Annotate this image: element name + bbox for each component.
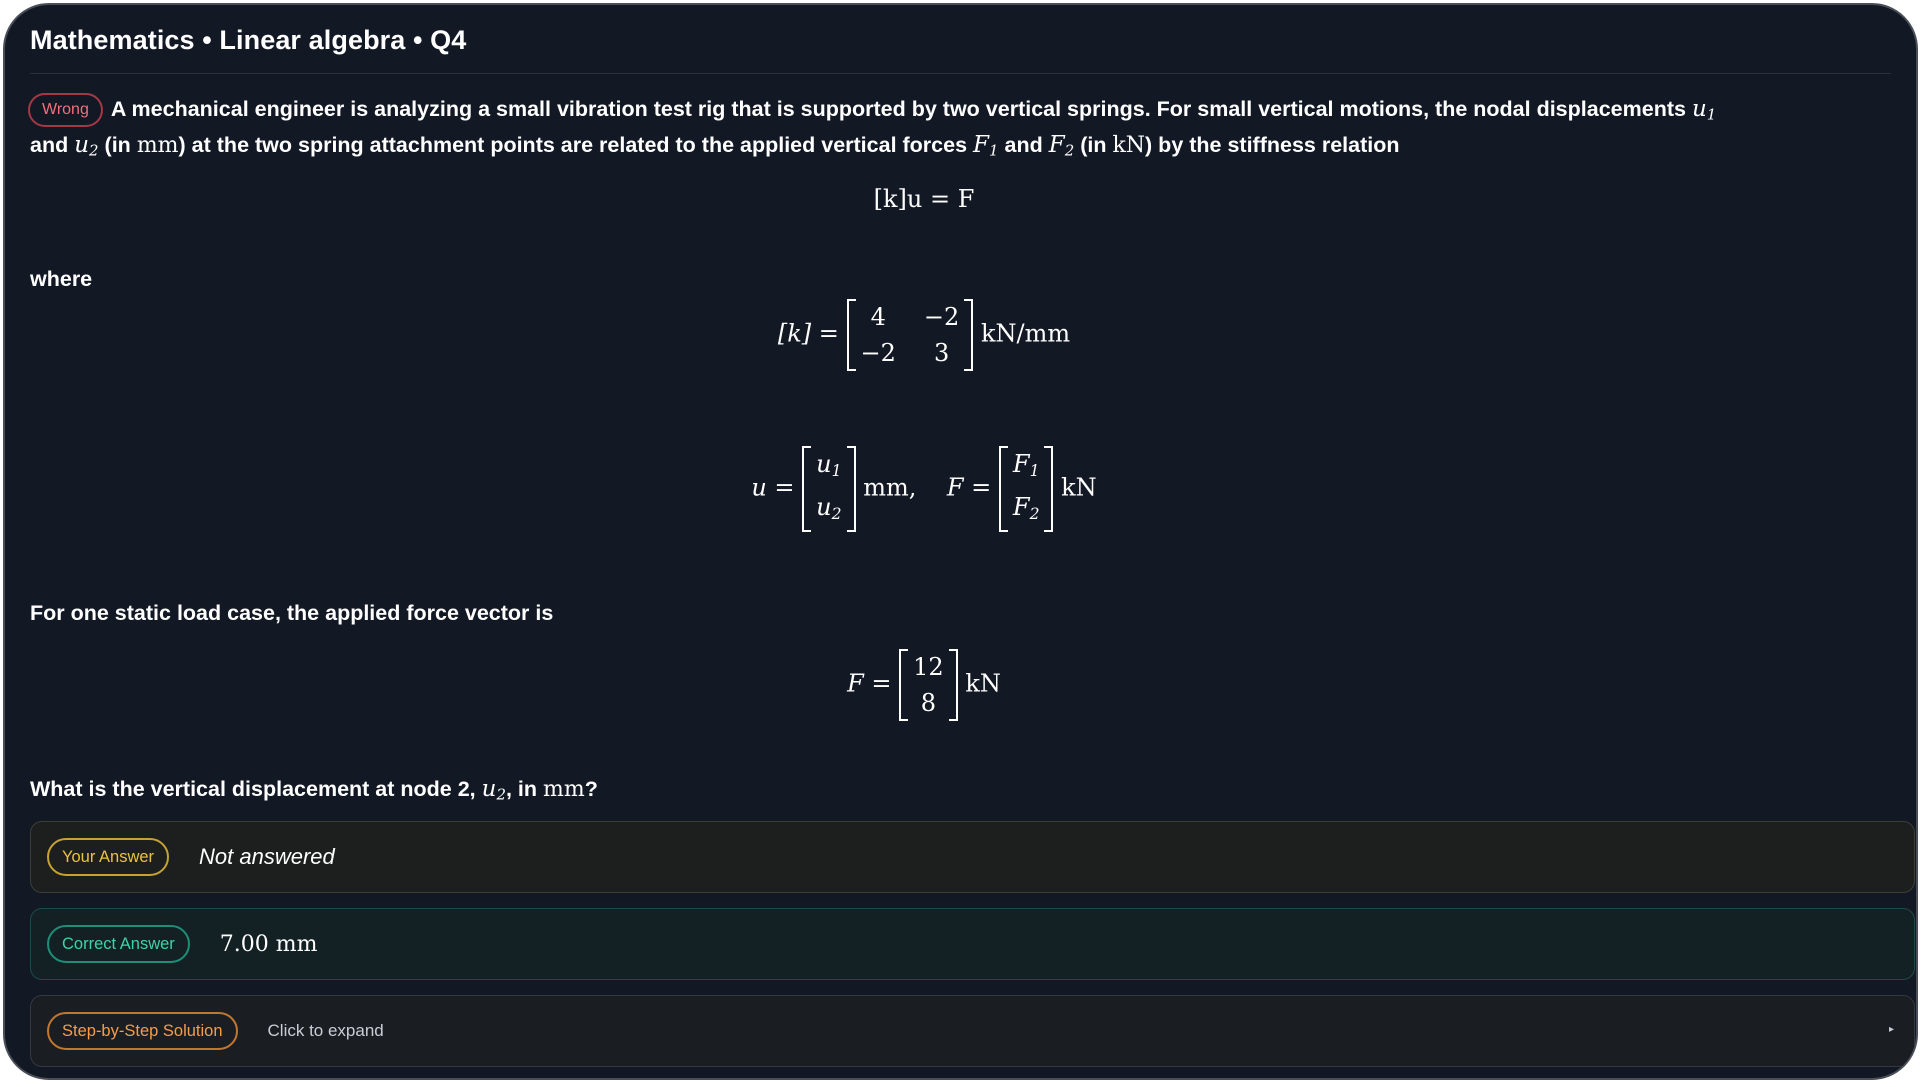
symbol-f2: $F_2$	[1048, 132, 1075, 160]
question-text-line-2: and $u_2$ (in mm) at the two spring attachment points are related to the applied vertical forces $F_1$ and $F_2$ (in kN) by the stiffness relation	[30, 132, 1400, 160]
stiffness-equation: [k]u = F	[873, 185, 975, 213]
your-answer-badge: Your Answer	[47, 838, 169, 876]
title-divider	[30, 73, 1891, 74]
vector-cell: 8	[920, 689, 937, 717]
vector-definitions: u = $u_1$ $u_2$ mm, F = $F_1$ $F_2$ kN	[5, 446, 1843, 532]
force-value-vector	[899, 649, 958, 721]
force-value-unit: kN	[965, 669, 1001, 698]
displacement-vector	[802, 446, 855, 532]
expand-hint: Click to expand	[267, 1021, 384, 1040]
matrix-cell: −2	[923, 303, 960, 331]
vector-cell: $u_2$	[816, 492, 842, 523]
symbol-f1: $F_1$	[973, 132, 999, 160]
solution-expander[interactable]	[30, 995, 1915, 1067]
vector-cell: $u_1$	[816, 450, 842, 480]
symbol-u2: $u_2$	[74, 132, 99, 160]
vector-cell: $F_2$	[1012, 492, 1040, 523]
correct-answer-badge: Correct Answer	[47, 925, 190, 963]
vector-cell: 12	[913, 653, 944, 681]
force-vector	[999, 446, 1054, 532]
page-title: Mathematics • Linear algebra • Q4	[30, 25, 467, 55]
force-value-equation: F = 12 8 kN	[5, 649, 1843, 721]
symbol-u1: $u_1$	[1691, 96, 1717, 124]
chevron-right-icon[interactable]: ▸	[1888, 1024, 1894, 1035]
your-answer-panel	[30, 821, 1915, 893]
matrix-cell: 3	[933, 339, 950, 367]
vector-cell: $F_1$	[1012, 450, 1040, 480]
stiffness-matrix-equation: [k] = 4 −2 −2 3 kN/mm	[5, 299, 1843, 371]
symbol-u2-ask: $u_2$	[481, 776, 506, 804]
correct-answer-panel	[30, 908, 1915, 980]
load-case-label: For one static load case, the applied force vector is	[30, 601, 554, 625]
matrix-cell: 4	[870, 303, 886, 331]
status-badge: Wrong	[28, 93, 103, 127]
matrix-cell: −2	[860, 339, 896, 367]
correct-answer-value: 7.00 mm	[219, 931, 318, 957]
question-intro: A mechanical engineer is analyzing a small vibration test rig that is supported by two vertical springs. For small vertical motions, the nodal displacements	[110, 97, 1686, 121]
question-card	[3, 3, 1918, 1080]
where-label: where	[30, 267, 93, 291]
force-unit: kN	[1061, 473, 1097, 502]
stiffness-unit: kN/mm	[980, 319, 1071, 348]
solution-badge: Step-by-Step Solution	[47, 1012, 238, 1050]
stiffness-matrix	[847, 299, 974, 371]
your-answer-value: Not answered	[199, 844, 335, 869]
question-prompt: What is the vertical displacement at node 2, $u_2$, in mm?	[30, 776, 598, 804]
displacement-unit: mm,	[863, 473, 917, 502]
